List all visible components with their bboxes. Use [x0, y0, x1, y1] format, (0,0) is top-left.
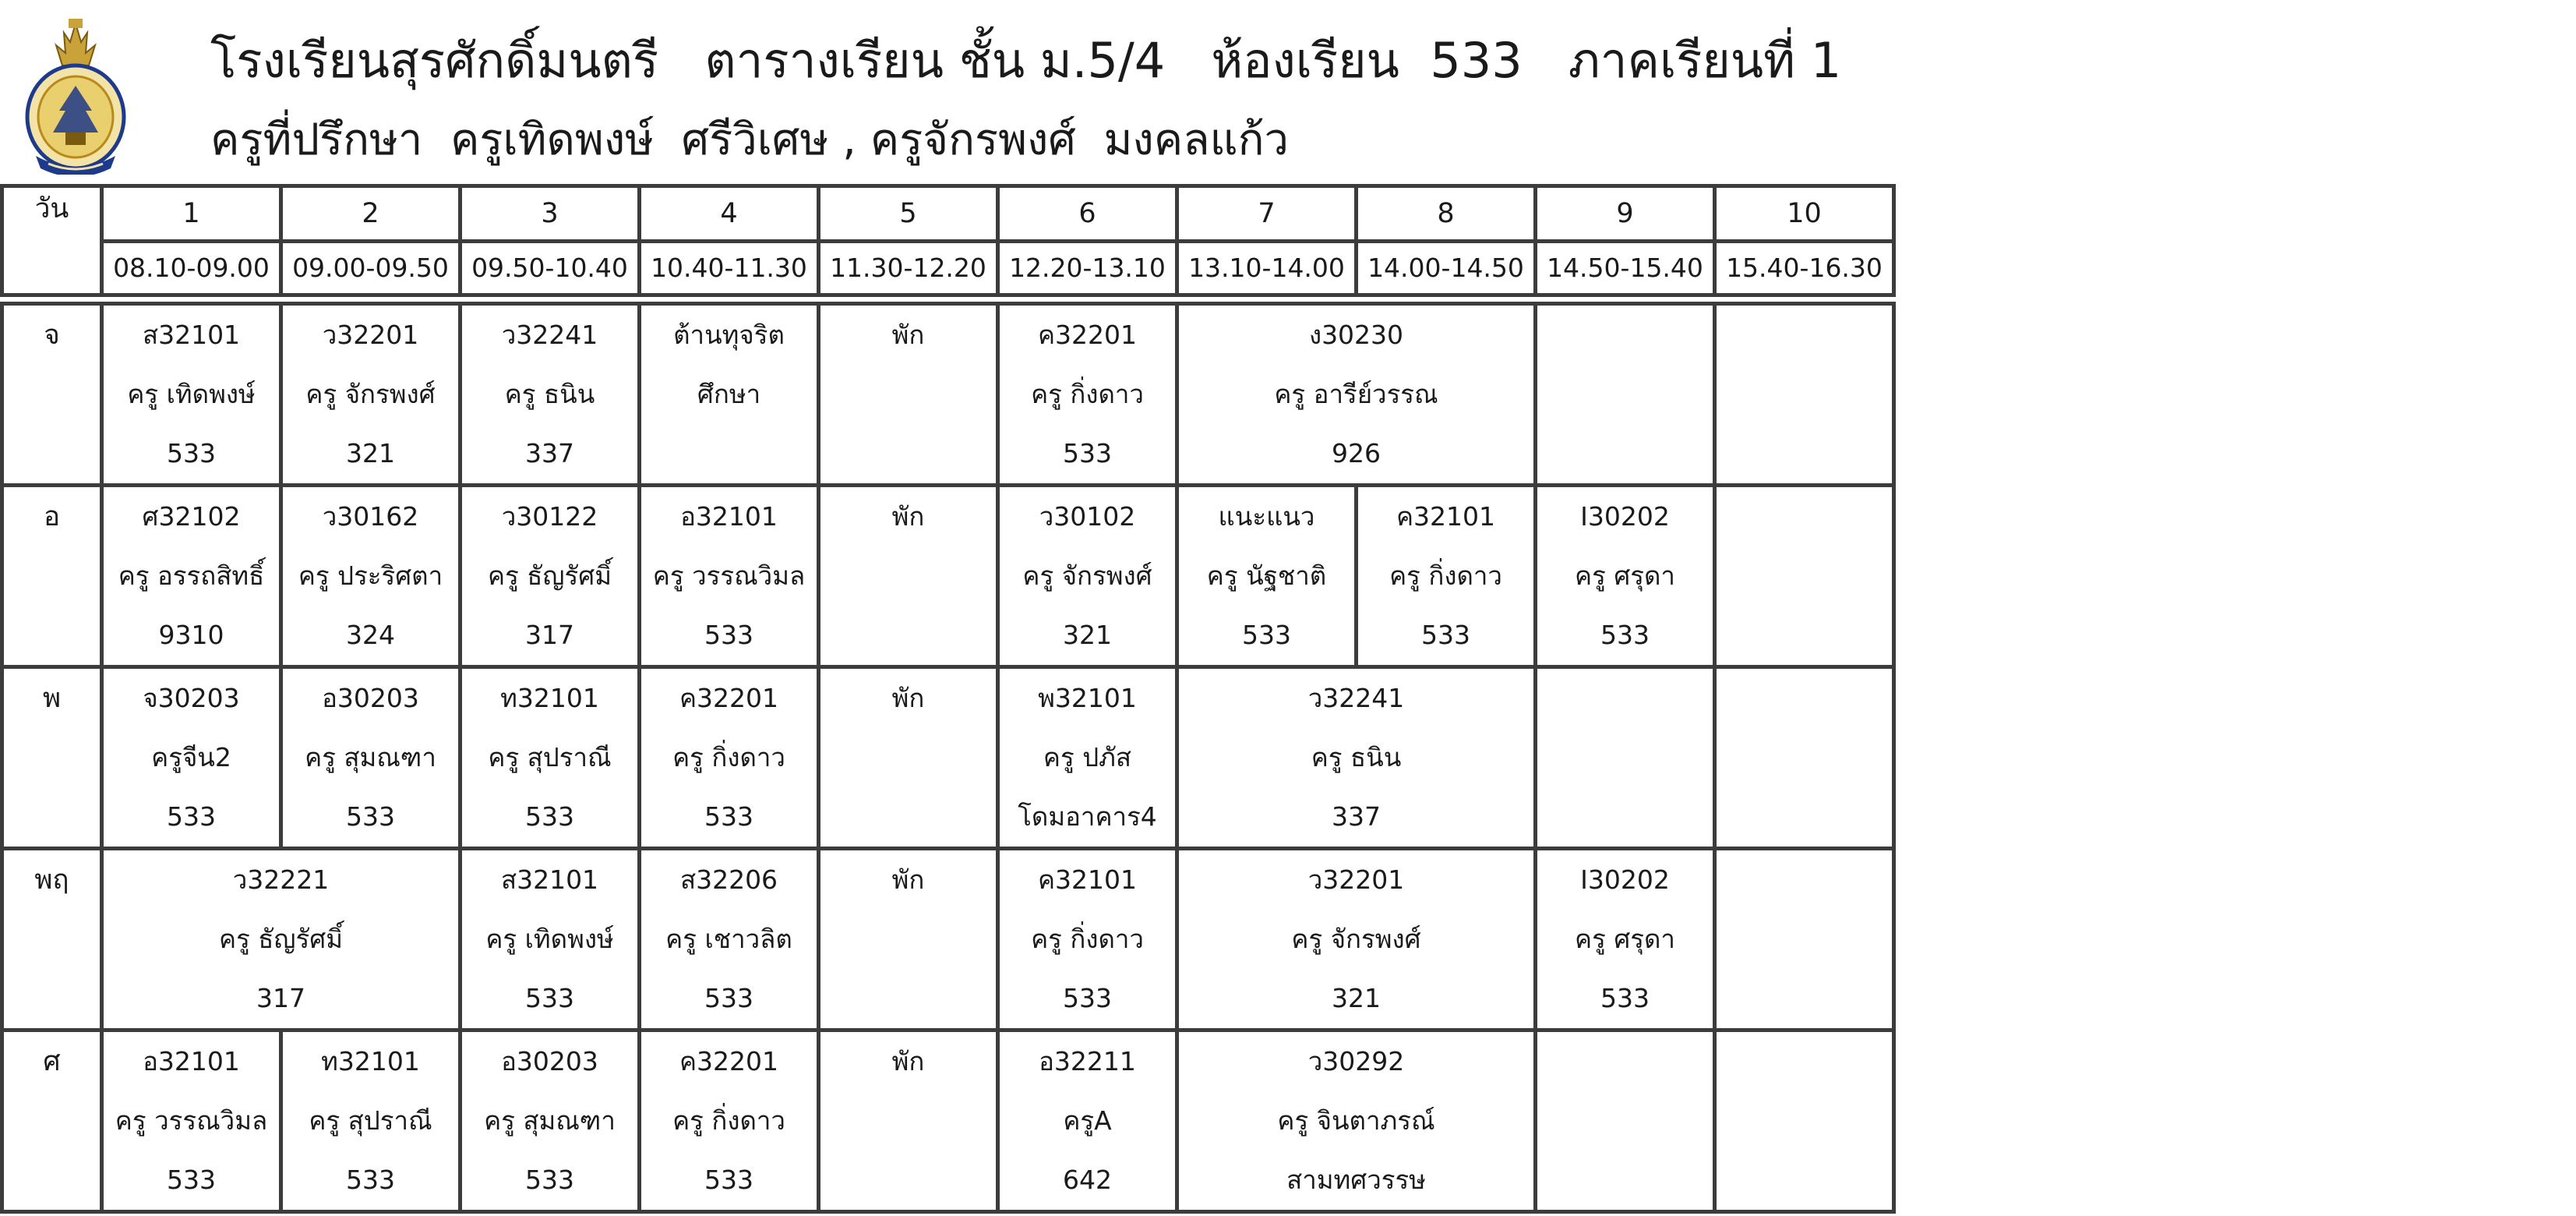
gap-cell — [2, 295, 1894, 304]
subject-code: ว30102 — [1039, 501, 1136, 532]
subject-code: ค32201 — [679, 683, 779, 713]
period-number: 6 — [998, 186, 1177, 242]
page-header — [0, 0, 1901, 179]
room-number: สามทศวรรษ — [1286, 1165, 1426, 1195]
teacher-name: ครู ศรุดา — [1575, 924, 1675, 954]
class-cell — [1536, 486, 1715, 667]
class-cell — [102, 486, 281, 667]
teacher-name: ครู สุปราณี — [488, 742, 612, 772]
period-number: 5 — [819, 186, 998, 242]
room-number: 533 — [167, 801, 216, 832]
room-number: 337 — [525, 438, 574, 468]
period-time: 14.00-14.50 — [1357, 242, 1536, 295]
empty-cell — [1715, 486, 1894, 667]
break-label: พัก — [891, 683, 925, 713]
period-number: 9 — [1536, 186, 1715, 242]
room-number: โดมอาคาร4 — [1018, 801, 1157, 832]
subject-code: ท32101 — [321, 1046, 420, 1076]
period-time: 12.20-13.10 — [998, 242, 1177, 295]
teacher-name: ครู กิ่งดาว — [1031, 379, 1144, 409]
advisor-line: ครูที่ปรึกษา ครูเทิดพงษ์ ศรีวิเศษ , ครูจักรพงศ์ มงคลแก้ว — [210, 115, 1289, 165]
break-label: พัก — [891, 1046, 925, 1076]
subject-code: ส32101 — [142, 320, 241, 350]
teacher-name: ครู สุมณฑา — [305, 742, 436, 772]
class-cell — [461, 667, 640, 849]
empty-cell — [1715, 1030, 1894, 1212]
class-cell — [640, 486, 819, 667]
subject-code: I30202 — [1580, 864, 1670, 895]
teacher-name: ครู เชาวลิต — [665, 924, 792, 954]
teacher-name: ครู กิ่งดาว — [672, 1105, 785, 1136]
teacher-name: ครู ธนิน — [504, 379, 595, 409]
empty-cell — [1715, 304, 1894, 486]
period-time: 14.50-15.40 — [1536, 242, 1715, 295]
header-gap — [2, 295, 1894, 304]
period-time: 10.40-11.30 — [640, 242, 819, 295]
period-number-row — [2, 186, 1894, 242]
subject-code: ส32206 — [679, 864, 778, 895]
teacher-name: ครูจีน2 — [151, 742, 231, 772]
room-number: 533 — [704, 801, 753, 832]
room-number: 642 — [1063, 1165, 1112, 1195]
teacher-name: ครู กิ่งดาว — [1389, 560, 1502, 591]
day-name: อ — [43, 501, 61, 532]
room-number: 533 — [167, 438, 216, 468]
room-number: 533 — [346, 1165, 395, 1195]
subject-code: ค32201 — [679, 1046, 779, 1076]
teacher-name: ครู เทิดพงษ์ — [485, 924, 614, 954]
teacher-name: ครูA — [1063, 1105, 1112, 1136]
period-time: 09.50-10.40 — [461, 242, 640, 295]
room-number: 337 — [1332, 801, 1381, 832]
room-number: 533 — [525, 983, 574, 1013]
class-cell — [640, 304, 819, 486]
period-time: 13.10-14.00 — [1177, 242, 1357, 295]
room-number: 926 — [1332, 438, 1381, 468]
class-cell — [102, 1030, 281, 1212]
subject-code: ส32101 — [500, 864, 599, 895]
day-column-header: วัน — [2, 186, 102, 295]
subject-code: ว30122 — [501, 501, 598, 532]
class-cell — [102, 304, 281, 486]
period-number: 7 — [1177, 186, 1357, 242]
day-row-thursday — [2, 849, 1894, 1030]
period-number: 4 — [640, 186, 819, 242]
subject-code: ว32201 — [322, 320, 419, 350]
empty-cell — [1536, 667, 1715, 849]
room-number: 533 — [1421, 620, 1470, 650]
class-cell — [1177, 849, 1536, 1030]
room-number: 533 — [1063, 438, 1112, 468]
class-cell — [461, 849, 640, 1030]
room-number: 533 — [704, 1165, 753, 1195]
day-cell — [2, 486, 102, 667]
class-cell — [461, 1030, 640, 1212]
day-name: ศ — [43, 1046, 61, 1077]
subject-code: อ30203 — [501, 1046, 598, 1076]
day-row-tuesday — [2, 486, 1894, 667]
room-number: 533 — [167, 1165, 216, 1195]
class-cell — [281, 486, 461, 667]
break-label: พัก — [891, 864, 925, 895]
subject-code: ว32241 — [501, 320, 598, 350]
period-time: 15.40-16.30 — [1715, 242, 1894, 295]
subject-code: ท32101 — [500, 683, 599, 713]
class-cell — [281, 667, 461, 849]
page-title: โรงเรียนสุรศักดิ์มนตรี ตารางเรียน ชั้น ม.5/4 ห้องเรียน 533 ภาคเรียนที่ 1 — [210, 32, 1842, 89]
subject-code: I30202 — [1580, 501, 1670, 532]
day-name: พฤ — [34, 864, 69, 896]
period-time: 08.10-09.00 — [102, 242, 281, 295]
subject-code: อ30203 — [322, 683, 419, 713]
period-number: 10 — [1715, 186, 1894, 242]
period-time-row — [2, 242, 1894, 295]
class-cell — [998, 667, 1177, 849]
room-number: 533 — [1600, 620, 1650, 650]
teacher-name: ศึกษา — [697, 379, 761, 409]
class-cell — [102, 849, 461, 1030]
class-cell — [102, 667, 281, 849]
room-number: 321 — [1332, 983, 1381, 1013]
room-number: 324 — [346, 620, 395, 650]
day-row-wednesday — [2, 667, 1894, 849]
subject-code: ง30230 — [1308, 320, 1404, 350]
timetable — [0, 184, 1896, 1214]
empty-cell — [1715, 667, 1894, 849]
teacher-name: ครู จินตาภรณ์ — [1277, 1105, 1435, 1136]
room-number: 321 — [346, 438, 395, 468]
class-cell — [1536, 849, 1715, 1030]
class-cell — [640, 667, 819, 849]
class-cell — [640, 1030, 819, 1212]
teacher-name: ครู วรรณวิมล — [652, 560, 806, 591]
break-label: พัก — [891, 501, 925, 532]
class-cell — [281, 1030, 461, 1212]
period-time: 11.30-12.20 — [819, 242, 998, 295]
room-number: 533 — [704, 983, 753, 1013]
period-number: 1 — [102, 186, 281, 242]
teacher-name: ครู อารีย์วรรณ — [1274, 379, 1438, 409]
teacher-name: ครู นัฐชาติ — [1206, 560, 1327, 591]
room-number: 533 — [704, 620, 753, 650]
day-row-monday — [2, 304, 1894, 486]
room-number — [641, 424, 817, 483]
day-cell — [2, 1030, 102, 1212]
day-name: พ — [42, 683, 62, 714]
empty-cell — [1715, 849, 1894, 1030]
subject-code: ค32101 — [1396, 501, 1496, 532]
class-cell — [998, 486, 1177, 667]
period-number: 8 — [1357, 186, 1536, 242]
class-cell — [998, 849, 1177, 1030]
teacher-name: ครู ประริศตา — [298, 560, 443, 591]
subject-code: จ30203 — [143, 683, 240, 713]
subject-code: ค32101 — [1037, 864, 1138, 895]
teacher-name: ครู สุปราณี — [309, 1105, 432, 1136]
room-number: 533 — [1063, 983, 1112, 1013]
day-name: จ — [44, 320, 60, 351]
break-cell — [819, 486, 998, 667]
class-cell — [1177, 486, 1357, 667]
subject-code: ต้านทุจริต — [673, 320, 785, 350]
teacher-name: ครู อรรถสิทธิ์ — [118, 560, 265, 591]
subject-code: ค32201 — [1037, 320, 1138, 350]
teacher-name: ครู กิ่งดาว — [672, 742, 785, 772]
break-cell — [819, 304, 998, 486]
period-number: 3 — [461, 186, 640, 242]
period-number: 2 — [281, 186, 461, 242]
teacher-name: ครู เทิดพงษ์ — [127, 379, 256, 409]
class-cell — [640, 849, 819, 1030]
subject-code: ว32221 — [232, 864, 330, 895]
day-row-friday — [2, 1030, 1894, 1212]
teacher-name: ครู ปภัส — [1043, 742, 1132, 772]
empty-cell — [1536, 304, 1715, 486]
room-number: 533 — [525, 801, 574, 832]
subject-code: ว30292 — [1307, 1046, 1405, 1076]
teacher-name: ครู ธัญรัศมิ์ — [219, 924, 343, 954]
subject-code: อ32101 — [143, 1046, 240, 1076]
break-cell — [819, 667, 998, 849]
room-number: 317 — [525, 620, 574, 650]
class-cell — [1177, 667, 1536, 849]
period-time: 09.00-09.50 — [281, 242, 461, 295]
class-cell — [998, 1030, 1177, 1212]
room-number: 533 — [1600, 983, 1650, 1013]
room-number: 533 — [1242, 620, 1291, 650]
class-cell — [998, 304, 1177, 486]
class-cell — [1357, 486, 1536, 667]
subject-code: ว32241 — [1307, 683, 1405, 713]
teacher-name: ครู ธนิน — [1311, 742, 1402, 772]
teacher-name: ครู ศรุดา — [1575, 560, 1675, 591]
subject-code: ว32201 — [1307, 864, 1405, 895]
subject-code: พ32101 — [1038, 683, 1137, 713]
teacher-name: ครู ธัญรัศมิ์ — [488, 560, 612, 591]
teacher-name: ครู กิ่งดาว — [1031, 924, 1144, 954]
teacher-name: ครู จักรพงศ์ — [1022, 560, 1152, 591]
room-number: 533 — [346, 801, 395, 832]
day-cell — [2, 849, 102, 1030]
subject-code: อ32211 — [1039, 1046, 1136, 1076]
room-number: 533 — [525, 1165, 574, 1195]
class-cell — [461, 304, 640, 486]
teacher-name: ครู จักรพงศ์ — [305, 379, 436, 409]
teacher-name: ครู จักรพงศ์ — [1291, 924, 1421, 954]
break-cell — [819, 849, 998, 1030]
subject-code: ศ32102 — [142, 501, 241, 532]
class-cell — [281, 304, 461, 486]
day-cell — [2, 304, 102, 486]
subject-code: ว30162 — [322, 501, 419, 532]
room-number: 9310 — [158, 620, 224, 650]
teacher-name: ครู วรรณวิมล — [115, 1105, 268, 1136]
break-cell — [819, 1030, 998, 1212]
class-cell — [1177, 1030, 1536, 1212]
class-cell — [461, 486, 640, 667]
empty-cell — [1536, 1030, 1715, 1212]
school-crest-icon — [17, 19, 134, 175]
break-label: พัก — [891, 320, 925, 350]
room-number: 317 — [256, 983, 305, 1013]
subject-code: อ32101 — [680, 501, 778, 532]
day-cell — [2, 667, 102, 849]
room-number: 321 — [1063, 620, 1112, 650]
teacher-name: ครู สุมณฑา — [484, 1105, 616, 1136]
class-cell — [1177, 304, 1536, 486]
subject-code: แนะแนว — [1218, 501, 1315, 532]
